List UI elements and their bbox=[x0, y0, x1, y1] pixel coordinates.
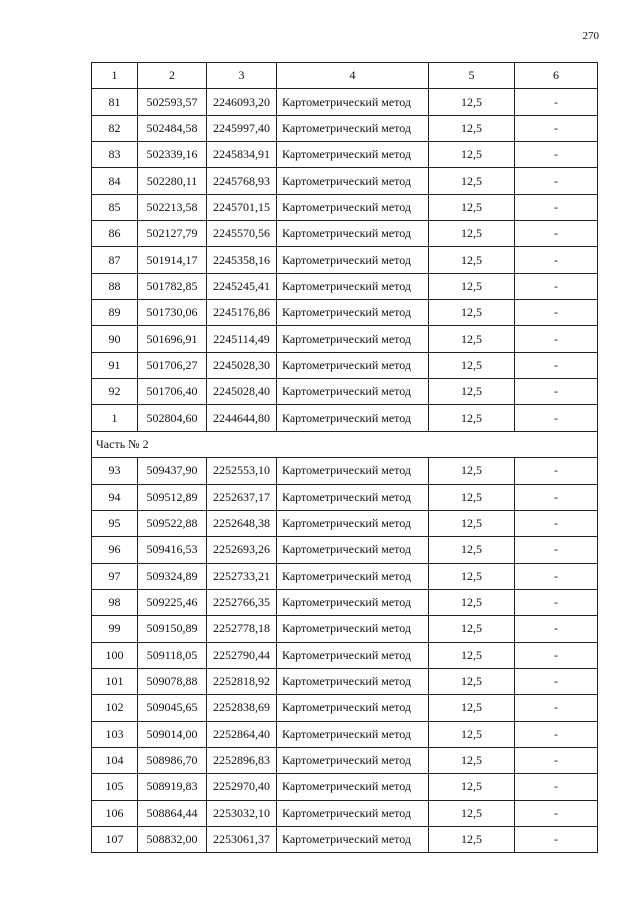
accuracy-cell: 12,5 bbox=[429, 352, 515, 378]
method-cell: Картометрический метод bbox=[277, 668, 429, 694]
x-coordinate-cell: 508864,44 bbox=[138, 800, 207, 826]
accuracy-cell: 12,5 bbox=[429, 405, 515, 431]
table-row bbox=[92, 405, 598, 431]
note-cell: - bbox=[515, 352, 598, 378]
point-number-cell: 106 bbox=[92, 800, 138, 826]
note-cell: - bbox=[515, 537, 598, 563]
method-cell: Картометрический метод bbox=[277, 273, 429, 299]
accuracy-cell: 12,5 bbox=[429, 89, 515, 115]
accuracy-cell: 12,5 bbox=[429, 747, 515, 773]
method-cell: Картометрический метод bbox=[277, 589, 429, 615]
table-row bbox=[92, 589, 598, 615]
method-cell: Картометрический метод bbox=[277, 800, 429, 826]
note-cell: - bbox=[515, 194, 598, 220]
note-cell: - bbox=[515, 668, 598, 694]
method-cell: Картометрический метод bbox=[277, 326, 429, 352]
accuracy-cell: 12,5 bbox=[429, 695, 515, 721]
note-cell: - bbox=[515, 221, 598, 247]
point-number-cell: 93 bbox=[92, 458, 138, 484]
point-number-cell: 103 bbox=[92, 721, 138, 747]
note-cell: - bbox=[515, 774, 598, 800]
x-coordinate-cell: 502127,79 bbox=[138, 221, 207, 247]
y-coordinate-cell: 2245834,91 bbox=[207, 142, 277, 168]
point-number-cell: 107 bbox=[92, 826, 138, 852]
accuracy-cell: 12,5 bbox=[429, 379, 515, 405]
note-cell: - bbox=[515, 747, 598, 773]
point-number-cell: 83 bbox=[92, 142, 138, 168]
x-coordinate-cell: 508919,83 bbox=[138, 774, 207, 800]
y-coordinate-cell: 2252790,44 bbox=[207, 642, 277, 668]
point-number-cell: 99 bbox=[92, 616, 138, 642]
table-row bbox=[92, 800, 598, 826]
table-row bbox=[92, 668, 598, 694]
note-cell: - bbox=[515, 115, 598, 141]
table-row bbox=[92, 695, 598, 721]
point-number-cell: 84 bbox=[92, 168, 138, 194]
point-number-cell: 92 bbox=[92, 379, 138, 405]
method-cell: Картометрический метод bbox=[277, 405, 429, 431]
note-cell: - bbox=[515, 273, 598, 299]
note-cell: - bbox=[515, 800, 598, 826]
point-number-cell: 88 bbox=[92, 273, 138, 299]
x-coordinate-cell: 501730,06 bbox=[138, 300, 207, 326]
x-coordinate-cell: 509045,65 bbox=[138, 695, 207, 721]
x-coordinate-cell: 509118,05 bbox=[138, 642, 207, 668]
y-coordinate-cell: 2252733,21 bbox=[207, 563, 277, 589]
x-coordinate-cell: 509078,88 bbox=[138, 668, 207, 694]
y-coordinate-cell: 2252553,10 bbox=[207, 458, 277, 484]
accuracy-cell: 12,5 bbox=[429, 800, 515, 826]
section-row bbox=[92, 431, 598, 457]
table-row bbox=[92, 642, 598, 668]
x-coordinate-cell: 501914,17 bbox=[138, 247, 207, 273]
accuracy-cell: 12,5 bbox=[429, 194, 515, 220]
method-cell: Картометрический метод bbox=[277, 300, 429, 326]
accuracy-cell: 12,5 bbox=[429, 484, 515, 510]
table-row bbox=[92, 721, 598, 747]
accuracy-cell: 12,5 bbox=[429, 537, 515, 563]
y-coordinate-cell: 2246093,20 bbox=[207, 89, 277, 115]
y-coordinate-cell: 2245028,40 bbox=[207, 379, 277, 405]
y-coordinate-cell: 2245245,41 bbox=[207, 273, 277, 299]
note-cell: - bbox=[515, 616, 598, 642]
y-coordinate-cell: 2252778,18 bbox=[207, 616, 277, 642]
x-coordinate-cell: 509225,46 bbox=[138, 589, 207, 615]
x-coordinate-cell: 502339,16 bbox=[138, 142, 207, 168]
accuracy-cell: 12,5 bbox=[429, 273, 515, 299]
point-number-cell: 86 bbox=[92, 221, 138, 247]
column-header: 3 bbox=[207, 63, 277, 89]
point-number-cell: 96 bbox=[92, 537, 138, 563]
point-number-cell: 82 bbox=[92, 115, 138, 141]
note-cell: - bbox=[515, 484, 598, 510]
y-coordinate-cell: 2245028,30 bbox=[207, 352, 277, 378]
method-cell: Картометрический метод bbox=[277, 537, 429, 563]
section-title: Часть № 2 bbox=[92, 431, 598, 457]
accuracy-cell: 12,5 bbox=[429, 326, 515, 352]
y-coordinate-cell: 2252864,40 bbox=[207, 721, 277, 747]
point-number-cell: 105 bbox=[92, 774, 138, 800]
y-coordinate-cell: 2253032,10 bbox=[207, 800, 277, 826]
note-cell: - bbox=[515, 142, 598, 168]
table-row bbox=[92, 273, 598, 299]
point-number-cell: 104 bbox=[92, 747, 138, 773]
table-row bbox=[92, 379, 598, 405]
y-coordinate-cell: 2245701,15 bbox=[207, 194, 277, 220]
accuracy-cell: 12,5 bbox=[429, 774, 515, 800]
method-cell: Картометрический метод bbox=[277, 194, 429, 220]
method-cell: Картометрический метод bbox=[277, 352, 429, 378]
x-coordinate-cell: 509522,88 bbox=[138, 510, 207, 536]
accuracy-cell: 12,5 bbox=[429, 721, 515, 747]
method-cell: Картометрический метод bbox=[277, 774, 429, 800]
note-cell: - bbox=[515, 168, 598, 194]
note-cell: - bbox=[515, 247, 598, 273]
x-coordinate-cell: 508986,70 bbox=[138, 747, 207, 773]
point-number-cell: 81 bbox=[92, 89, 138, 115]
y-coordinate-cell: 2245176,86 bbox=[207, 300, 277, 326]
method-cell: Картометрический метод bbox=[277, 510, 429, 536]
method-cell: Картометрический метод bbox=[277, 747, 429, 773]
table-row bbox=[92, 142, 598, 168]
method-cell: Картометрический метод bbox=[277, 168, 429, 194]
y-coordinate-cell: 2252648,38 bbox=[207, 510, 277, 536]
method-cell: Картометрический метод bbox=[277, 721, 429, 747]
point-number-cell: 102 bbox=[92, 695, 138, 721]
method-cell: Картометрический метод bbox=[277, 89, 429, 115]
point-number-cell: 94 bbox=[92, 484, 138, 510]
table-row bbox=[92, 616, 598, 642]
table-row bbox=[92, 563, 598, 589]
accuracy-cell: 12,5 bbox=[429, 668, 515, 694]
x-coordinate-cell: 502213,58 bbox=[138, 194, 207, 220]
point-number-cell: 89 bbox=[92, 300, 138, 326]
table-row bbox=[92, 247, 598, 273]
accuracy-cell: 12,5 bbox=[429, 458, 515, 484]
accuracy-cell: 12,5 bbox=[429, 589, 515, 615]
point-number-cell: 95 bbox=[92, 510, 138, 536]
table-row bbox=[92, 826, 598, 852]
note-cell: - bbox=[515, 826, 598, 852]
y-coordinate-cell: 2245114,49 bbox=[207, 326, 277, 352]
x-coordinate-cell: 509416,53 bbox=[138, 537, 207, 563]
note-cell: - bbox=[515, 89, 598, 115]
x-coordinate-cell: 502280,11 bbox=[138, 168, 207, 194]
method-cell: Картометрический метод bbox=[277, 484, 429, 510]
accuracy-cell: 12,5 bbox=[429, 142, 515, 168]
accuracy-cell: 12,5 bbox=[429, 115, 515, 141]
y-coordinate-cell: 2244644,80 bbox=[207, 405, 277, 431]
method-cell: Картометрический метод bbox=[277, 247, 429, 273]
note-cell: - bbox=[515, 405, 598, 431]
y-coordinate-cell: 2252637,17 bbox=[207, 484, 277, 510]
point-number-cell: 101 bbox=[92, 668, 138, 694]
note-cell: - bbox=[515, 510, 598, 536]
note-cell: - bbox=[515, 563, 598, 589]
table-row bbox=[92, 484, 598, 510]
method-cell: Картометрический метод bbox=[277, 221, 429, 247]
point-number-cell: 87 bbox=[92, 247, 138, 273]
table-row bbox=[92, 115, 598, 141]
y-coordinate-cell: 2245570,56 bbox=[207, 221, 277, 247]
table-row bbox=[92, 352, 598, 378]
x-coordinate-cell: 501696,91 bbox=[138, 326, 207, 352]
x-coordinate-cell: 501706,27 bbox=[138, 352, 207, 378]
point-number-cell: 1 bbox=[92, 405, 138, 431]
column-header: 5 bbox=[429, 63, 515, 89]
table-row bbox=[92, 747, 598, 773]
x-coordinate-cell: 509512,89 bbox=[138, 484, 207, 510]
note-cell: - bbox=[515, 326, 598, 352]
y-coordinate-cell: 2245997,40 bbox=[207, 115, 277, 141]
y-coordinate-cell: 2252970,40 bbox=[207, 774, 277, 800]
note-cell: - bbox=[515, 458, 598, 484]
accuracy-cell: 12,5 bbox=[429, 510, 515, 536]
accuracy-cell: 12,5 bbox=[429, 221, 515, 247]
method-cell: Картометрический метод bbox=[277, 563, 429, 589]
method-cell: Картометрический метод bbox=[277, 695, 429, 721]
point-number-cell: 85 bbox=[92, 194, 138, 220]
table-row bbox=[92, 510, 598, 536]
y-coordinate-cell: 2252693,26 bbox=[207, 537, 277, 563]
accuracy-cell: 12,5 bbox=[429, 563, 515, 589]
point-number-cell: 90 bbox=[92, 326, 138, 352]
note-cell: - bbox=[515, 642, 598, 668]
table-row bbox=[92, 326, 598, 352]
accuracy-cell: 12,5 bbox=[429, 642, 515, 668]
x-coordinate-cell: 509014,00 bbox=[138, 721, 207, 747]
x-coordinate-cell: 502484,58 bbox=[138, 115, 207, 141]
accuracy-cell: 12,5 bbox=[429, 247, 515, 273]
table-row bbox=[92, 774, 598, 800]
note-cell: - bbox=[515, 721, 598, 747]
table-header-row bbox=[92, 63, 598, 89]
column-header: 2 bbox=[138, 63, 207, 89]
page-number: 270 bbox=[582, 30, 599, 42]
accuracy-cell: 12,5 bbox=[429, 826, 515, 852]
table-row bbox=[92, 89, 598, 115]
x-coordinate-cell: 502804,60 bbox=[138, 405, 207, 431]
x-coordinate-cell: 508832,00 bbox=[138, 826, 207, 852]
table-row bbox=[92, 221, 598, 247]
note-cell: - bbox=[515, 300, 598, 326]
method-cell: Картометрический метод bbox=[277, 616, 429, 642]
x-coordinate-cell: 501706,40 bbox=[138, 379, 207, 405]
y-coordinate-cell: 2253061,37 bbox=[207, 826, 277, 852]
x-coordinate-cell: 509150,89 bbox=[138, 616, 207, 642]
point-number-cell: 91 bbox=[92, 352, 138, 378]
note-cell: - bbox=[515, 379, 598, 405]
method-cell: Картометрический метод bbox=[277, 826, 429, 852]
table-row bbox=[92, 458, 598, 484]
note-cell: - bbox=[515, 695, 598, 721]
table-row bbox=[92, 194, 598, 220]
table-row bbox=[92, 168, 598, 194]
x-coordinate-cell: 509324,89 bbox=[138, 563, 207, 589]
column-header: 1 bbox=[92, 63, 138, 89]
method-cell: Картометрический метод bbox=[277, 458, 429, 484]
method-cell: Картометрический метод bbox=[277, 379, 429, 405]
table-row bbox=[92, 300, 598, 326]
accuracy-cell: 12,5 bbox=[429, 300, 515, 326]
point-number-cell: 97 bbox=[92, 563, 138, 589]
method-cell: Картометрический метод bbox=[277, 142, 429, 168]
coordinates-table bbox=[91, 62, 598, 853]
y-coordinate-cell: 2252838,69 bbox=[207, 695, 277, 721]
y-coordinate-cell: 2245358,16 bbox=[207, 247, 277, 273]
point-number-cell: 100 bbox=[92, 642, 138, 668]
x-coordinate-cell: 502593,57 bbox=[138, 89, 207, 115]
column-header: 6 bbox=[515, 63, 598, 89]
y-coordinate-cell: 2252896,83 bbox=[207, 747, 277, 773]
accuracy-cell: 12,5 bbox=[429, 168, 515, 194]
y-coordinate-cell: 2252818,92 bbox=[207, 668, 277, 694]
y-coordinate-cell: 2252766,35 bbox=[207, 589, 277, 615]
y-coordinate-cell: 2245768,93 bbox=[207, 168, 277, 194]
x-coordinate-cell: 501782,85 bbox=[138, 273, 207, 299]
table-row bbox=[92, 537, 598, 563]
note-cell: - bbox=[515, 589, 598, 615]
column-header: 4 bbox=[277, 63, 429, 89]
method-cell: Картометрический метод bbox=[277, 642, 429, 668]
accuracy-cell: 12,5 bbox=[429, 616, 515, 642]
x-coordinate-cell: 509437,90 bbox=[138, 458, 207, 484]
method-cell: Картометрический метод bbox=[277, 115, 429, 141]
point-number-cell: 98 bbox=[92, 589, 138, 615]
table-body bbox=[92, 89, 598, 853]
